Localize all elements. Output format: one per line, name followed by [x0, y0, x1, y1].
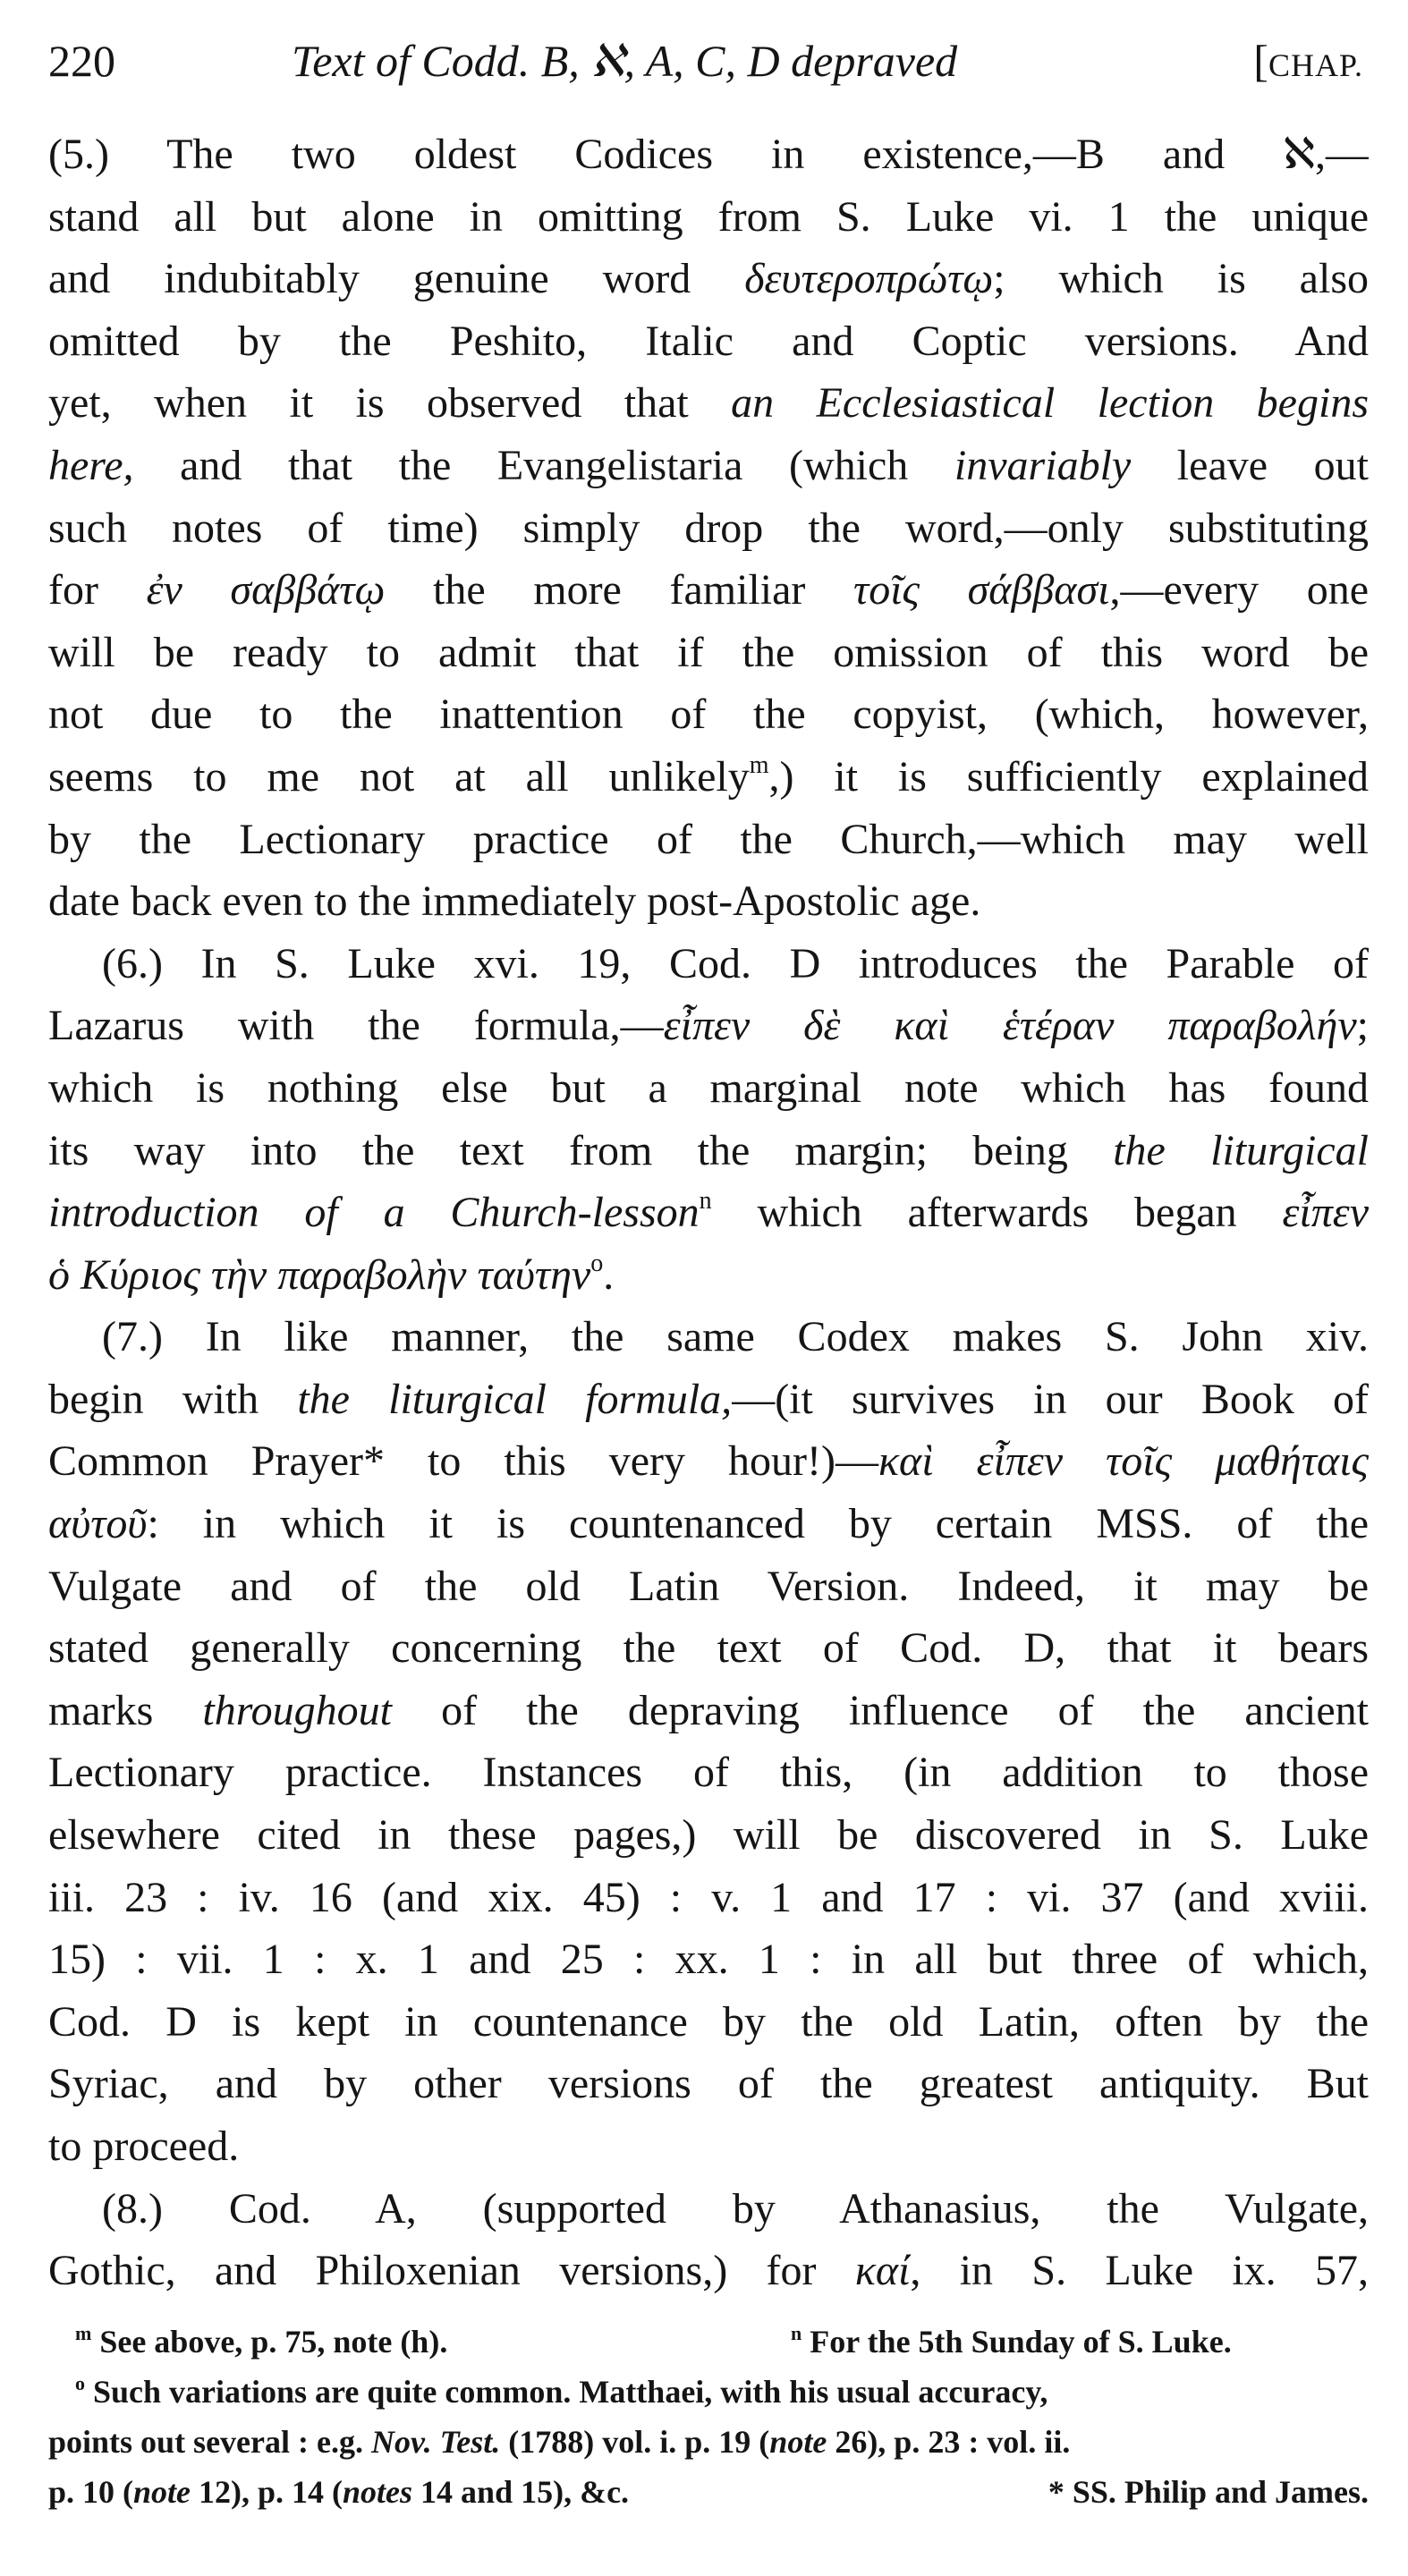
footnote-o-end [48, 2467, 629, 2517]
italic-text: the liturgical formula, [297, 1375, 733, 1423]
text-run: which afterwards began [711, 1189, 1283, 1237]
text-run: Lazarus with the formula,— [48, 1002, 664, 1050]
text-line [48, 933, 1369, 996]
text-run: yet, when it is observed that [48, 379, 732, 428]
text-run: ,—every one [1109, 566, 1369, 614]
text-line [48, 1991, 1369, 2054]
footnote-italic: note [133, 2474, 191, 2510]
running-header [48, 32, 1363, 89]
footnote-mark: n [791, 2322, 802, 2344]
footnote-italic: note [769, 2424, 827, 2460]
footnote-row [48, 2317, 1369, 2367]
text-line [48, 1120, 1369, 1182]
text-run: (6.) In S. Luke xvi. 19, Cod. D introduces the Parable of [102, 939, 1369, 987]
text-run: such notes of time) simply drop the word,—only substituting [48, 504, 1369, 552]
text-line [48, 435, 1369, 497]
text-run: the more familiar [385, 566, 854, 614]
text-line [48, 559, 1369, 622]
text-run: ; which is also [993, 255, 1369, 303]
text-line [48, 1306, 1369, 1368]
italic-text: the liturgical [1113, 1126, 1369, 1174]
text-run: , in S. Luke ix. 57, [910, 2247, 1369, 2295]
footnote-text: points out several : e.g. [48, 2424, 371, 2460]
text-line [48, 995, 1369, 1057]
text-run: Lectionary practice. Instances of this, (in addition to those [48, 1749, 1369, 1797]
text-run: —(it survives in our Book of [732, 1375, 1369, 1423]
footnotes [48, 2317, 1369, 2517]
text-line [48, 1928, 1369, 1991]
text-run: seems to me not at all unlikely [48, 752, 750, 801]
text-line [48, 746, 1369, 809]
text-line [48, 1680, 1369, 1742]
footnote-mark: o [75, 2372, 85, 2394]
text-run: its way into the text from the margin; being [48, 1126, 1114, 1174]
footnote-mark: m [75, 2322, 92, 2344]
text-run: Gothic, and Philoxenian versions,) for [48, 2247, 855, 2295]
text-line [48, 2115, 1369, 2178]
text-run: (8.) Cod. A, (supported by Athanasius, the Vulgate, [102, 2184, 1369, 2233]
text-line [48, 1555, 1369, 1618]
footnote-text: 26), p. 23 : vol. ii. [827, 2424, 1071, 2460]
footnote-row [48, 2467, 1369, 2517]
text-run: Syriac, and by other versions of the greatest antiquity. But [48, 2060, 1369, 2108]
footnote-text: For the 5th Sunday of S. Luke. [810, 2324, 1232, 2360]
text-line [48, 1493, 1369, 1555]
text-line [48, 186, 1369, 249]
footnote-text: 14 and 15), &c. [412, 2474, 630, 2510]
footnote-reference: n [699, 1187, 712, 1216]
text-run: marks [48, 1686, 203, 1734]
text-line [48, 1804, 1369, 1867]
text-run: (7.) In like manner, the same Codex makes S. John xiv. [102, 1313, 1369, 1361]
greek-text: εἶπεν δὲ καὶ ἑτέραν παραβολήν [663, 1002, 1357, 1050]
italic-text: here, [48, 441, 134, 489]
text-run: Vulgate and of the old Latin Version. Indeed, it may be [48, 1562, 1369, 1610]
text-line [48, 123, 1369, 186]
text-run: date back even to the immediately post-Apostolic age. [48, 877, 981, 926]
text-line [48, 1182, 1369, 1244]
text-run: Cod. D is kept in countenance by the old Latin, often by the [48, 1997, 1369, 2046]
text-run: elsewhere cited in these pages,) will be discovered in S. Luke [48, 1811, 1369, 1860]
footnote-italic: Nov. Test. [370, 2424, 501, 2460]
footnote-text: p. 10 ( [48, 2474, 134, 2510]
greek-text: καί [854, 2247, 911, 2295]
greek-text: δευτεροπρώτῳ [744, 255, 994, 303]
text-run: and that the Evangelistaria (which [133, 441, 954, 489]
running-title: Text of Codd. B, ℵ, A, C, D depraved [292, 36, 958, 86]
text-line [48, 248, 1369, 310]
text-run: not due to the inattention of the copyist, (which, however, [48, 691, 1369, 739]
footnote-star: * SS. Philip and James. [1048, 2474, 1369, 2510]
greek-text: ὁ Κύριος τὴν παραβολὴν ταύτην [48, 1250, 591, 1299]
greek-text: καὶ εἶπεν τοῖς μαθήταις [878, 1437, 1369, 1486]
footnote-m [75, 2317, 447, 2367]
text-run: 15) : vii. 1 : x. 1 and 25 : xx. 1 : in all but three of which, [48, 1936, 1369, 1984]
text-run: stand all but alone in omitting from S. Luke vi. 1 the unique [48, 192, 1369, 241]
text-line [48, 2240, 1369, 2302]
footnote-text: (1788) vol. i. p. 19 ( [500, 2424, 770, 2460]
text-line [48, 1244, 1369, 1307]
body-text [48, 123, 1369, 2302]
italic-text: invariably [954, 441, 1132, 489]
text-line [48, 622, 1369, 684]
text-run: . [603, 1250, 615, 1299]
footnote-text: Such variations are quite common. Matthaei, with his usual accuracy, [93, 2374, 1048, 2410]
footnote-reference: o [590, 1249, 604, 1277]
text-run: Common Prayer* to this very hour!)— [48, 1437, 878, 1486]
text-run: will be ready to admit that if the omission of this word be [48, 628, 1369, 676]
greek-text: εἶπεν [1282, 1189, 1369, 1237]
footnote-o-continued [48, 2417, 1369, 2467]
italic-text: an Ecclesiastical lection begins [731, 379, 1369, 428]
text-line [48, 1368, 1369, 1431]
text-run: of the depraving influence of the ancient [391, 1686, 1369, 1734]
italic-text: introduction of a Church-lesson [48, 1189, 700, 1237]
text-run: which is nothing else but a marginal note which has found [48, 1063, 1369, 1112]
text-run: for [48, 566, 147, 614]
footnote-italic: notes [343, 2474, 413, 2510]
text-line [48, 1867, 1369, 1929]
greek-text: τοῖς σάββασι [853, 566, 1110, 614]
text-line [48, 2053, 1369, 2115]
text-run: ,) it is sufficiently explained [768, 752, 1369, 801]
text-line [48, 1057, 1369, 1120]
footnote-text: See above, p. 75, note (h). [99, 2324, 448, 2360]
text-line [48, 870, 1369, 933]
text-run: begin with [48, 1375, 298, 1423]
text-line [48, 1430, 1369, 1493]
text-run: by the Lectionary practice of the Church,—which may well [48, 815, 1369, 863]
text-line [48, 2178, 1369, 2241]
text-run: ; [1356, 1002, 1369, 1050]
text-line [48, 1617, 1369, 1680]
text-line [48, 497, 1369, 560]
text-line [48, 809, 1369, 871]
footnote-text: 12), p. 14 ( [191, 2474, 344, 2510]
text-run: (5.) The two oldest Codices in existence,—B and ℵ,— [48, 131, 1369, 178]
text-run: omitted by the Peshito, Italic and Coptic versions. And [48, 317, 1369, 365]
text-run: leave out [1131, 441, 1369, 489]
text-line [48, 372, 1369, 435]
text-run: iii. 23 : iv. 16 (and xix. 45) : v. 1 and 17 : vi. 37 (and xviii. [48, 1873, 1369, 1921]
text-run: to proceed. [48, 2123, 240, 2170]
text-run: and indubitably genuine word [48, 255, 745, 303]
footnote-o [48, 2367, 1369, 2417]
page-number: 220 [48, 36, 115, 86]
text-line [48, 1741, 1369, 1804]
footnote-reference: m [749, 750, 769, 779]
greek-text: ἐν σαββάτῳ [146, 566, 386, 614]
chapter-bracket: [ [1253, 36, 1268, 86]
text-run: : in which it is countenanced by certain MSS. of the [147, 1500, 1369, 1548]
greek-text: αὐτοῦ [48, 1500, 148, 1548]
text-line [48, 310, 1369, 373]
chapter-mark [1253, 32, 1363, 94]
italic-text: throughout [202, 1686, 392, 1734]
footnote-n [791, 2317, 1232, 2367]
text-run: stated generally concerning the text of Cod. D, that it bears [48, 1624, 1369, 1673]
chapter-label: CHAP. [1268, 47, 1363, 83]
text-line [48, 683, 1369, 746]
